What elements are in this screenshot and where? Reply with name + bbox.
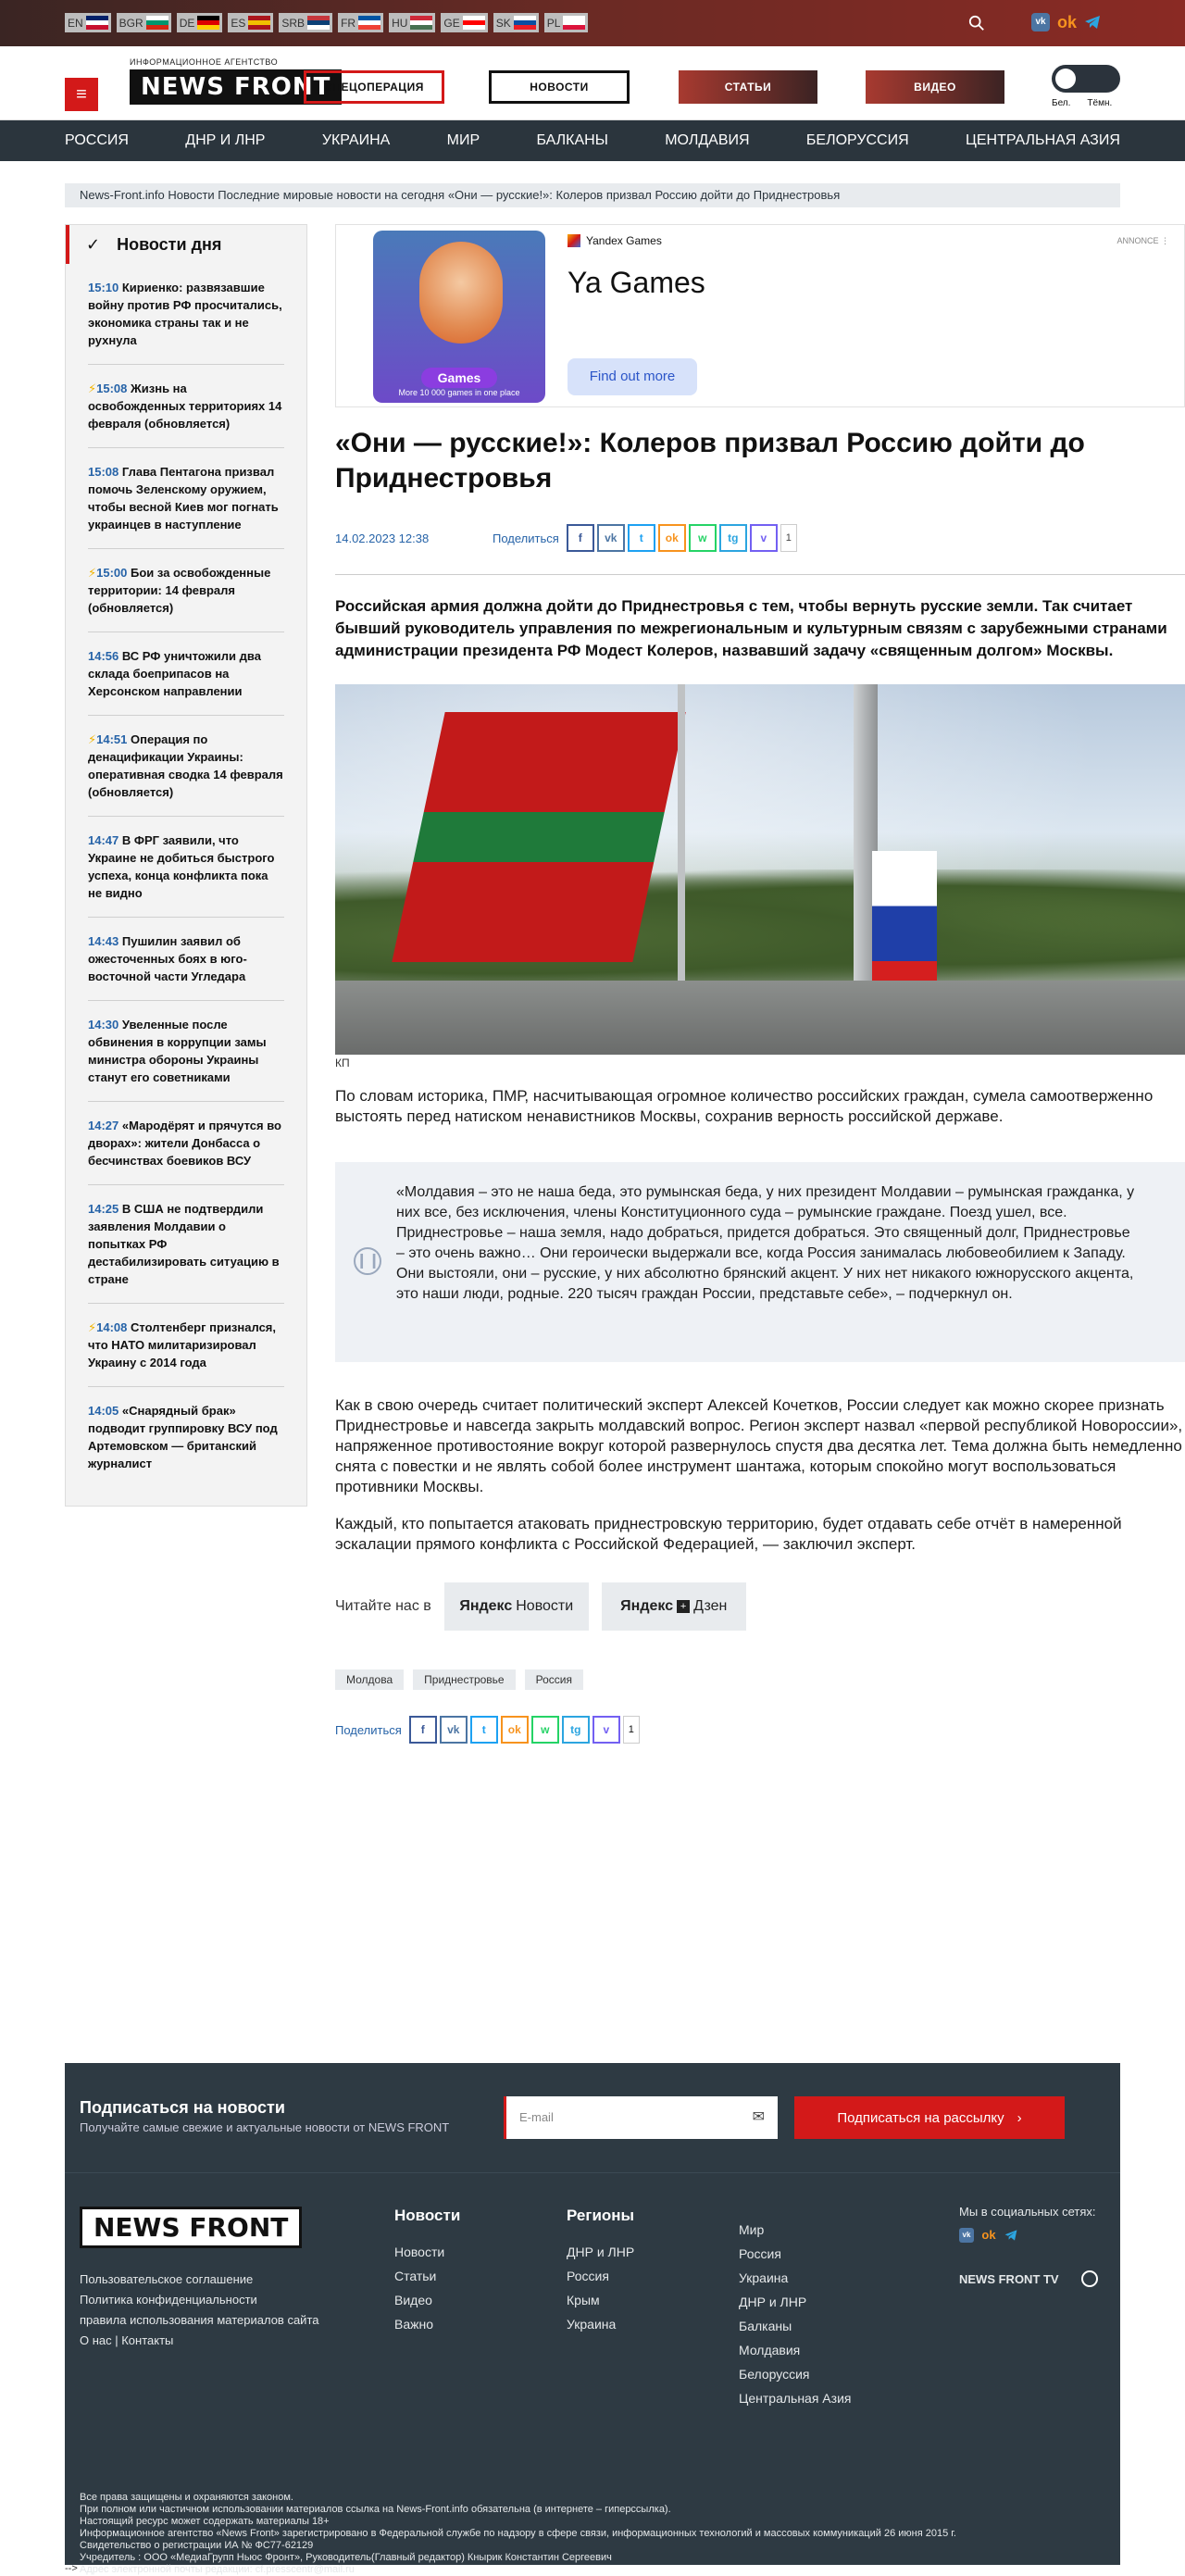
sidebar-news-item[interactable]	[88, 716, 284, 817]
footer-world-link[interactable]: Белоруссия	[739, 2367, 810, 2382]
news-time: 14:56	[88, 649, 119, 663]
ad-brand-name: Yandex Games	[586, 234, 662, 247]
menu-button[interactable]: ≡	[65, 78, 98, 111]
language-hu[interactable]	[389, 13, 435, 32]
subscribe-block	[65, 2063, 1120, 2174]
quote-text: «Молдавия – это не наша беда, это румынская беда, у них президент Молдавии – румынская гражданка, у них все, без исключения, члены Конституционного суда – румынские граждане. Поезд ушел, все. Приднестровье – наша земля, надо добраться, придется добраться. Это священный долг, Приднестровье – это очень важно… Они героически выдержали все, когда Россия занималась любовеобилием к Западу. Они выстояли, они – русские, у них абсолютно брянский акцент. У них нет никакого южнорусского акцента, это наши люди, родные. 220 тысяч граждан России, представьте себе», – подчеркнул он.	[396, 1184, 1135, 1302]
news-time: 15:08	[96, 381, 128, 395]
footer-social-icons	[959, 2228, 1098, 2243]
breadcrumb[interactable]: News-Front.info Новости Последние мировые новости на сегодня «Они — русские!»: Колеров призвал Россию дойти до Приднестровья	[65, 183, 1120, 207]
play-icon	[1081, 2270, 1098, 2287]
photo-caption: КП	[335, 1057, 350, 1069]
nav-moldova[interactable]: МОЛДАВИЯ	[665, 132, 750, 148]
language-sk[interactable]	[493, 13, 539, 32]
news-time: 14:27	[88, 1119, 119, 1132]
ad-annonce	[1116, 236, 1169, 246]
yandex-zen-button[interactable]	[602, 1582, 746, 1631]
footer-legal	[80, 2492, 956, 2576]
language-fr[interactable]	[338, 13, 383, 32]
news-time: 14:08	[96, 1320, 128, 1334]
article-paragraph-3: Каждый, кто попытается атаковать приднестровскую территорию, будет отдавать себе отчёт в намеренной эскалации прямого конфликта с Российской Федерацией, — заключил эксперт.	[335, 1515, 1122, 1553]
news-time: 14:51	[96, 732, 128, 746]
footer-col-news-title: Новости	[394, 2207, 461, 2224]
photo-ground	[335, 981, 1185, 1055]
footer-world-link[interactable]: Мир	[739, 2222, 765, 2237]
yandex-zen-bold: Яндекс	[620, 1598, 674, 1614]
footer-world-link[interactable]: Центральная Азия	[739, 2391, 852, 2406]
odnoklassniki-icon[interactable]: ok	[1057, 13, 1078, 31]
whatsapp-icon[interactable]: w	[689, 524, 717, 552]
news-headline: Столтенберг признался, что НАТО милитаризировал Украину с 2014 года	[88, 1320, 276, 1369]
subscribe-heading: Подписаться на новости	[80, 2098, 285, 2117]
news-front-tv-link[interactable]	[959, 2270, 1098, 2287]
news-headline: Бои за освобожденные территории: 14 февраля (обновляется)	[88, 566, 271, 615]
ad-annonce-label: ANNONCE	[1116, 236, 1159, 245]
language-list	[65, 13, 588, 32]
article-date: 14.02.2023 12:38	[335, 531, 430, 545]
language-bgr[interactable]	[117, 13, 171, 32]
more-icon[interactable]: ⋮	[1161, 236, 1169, 245]
news-headline: Пушилин заявил об ожесточенных боях в юго-восточной части Угледара	[88, 934, 247, 983]
sidebar-news-item[interactable]	[88, 549, 284, 632]
email-input[interactable]	[504, 2096, 778, 2139]
twitter-icon[interactable]: t	[470, 1716, 498, 1744]
footer-link-about[interactable]: О нас | Контакты	[80, 2333, 174, 2347]
share-buttons-bottom	[409, 1716, 640, 1744]
ad-banner[interactable]	[335, 224, 1185, 407]
language-code: PL	[546, 16, 561, 30]
language-en[interactable]	[65, 13, 111, 32]
news-headline: Кириенко: развязавшие войну против РФ просчитались, экономика страны так и не рухнула	[88, 281, 282, 347]
article-lead: Российская армия должна дойти до Приднестровья с тем, чтобы вернуть русские земли. Так считает бывший руководитель управления по межрегиональным и культурным связям с зарубежными странами администрации президента РФ Модест Колеров, назвавший задачу «священным долгом» Москвы.	[335, 597, 1167, 659]
sidebar-news-item[interactable]	[88, 632, 284, 716]
flag-icon	[146, 16, 168, 30]
footer-region-link[interactable]: Россия	[567, 2269, 609, 2283]
footer-region-link[interactable]: ДНР и ЛНР	[567, 2245, 635, 2259]
yandex-news-label: Новости	[516, 1598, 574, 1614]
flag-icon	[358, 16, 380, 30]
footer-news-link[interactable]: Статьи	[394, 2269, 437, 2283]
footer-col-world	[739, 2218, 851, 2410]
sidebar-news-item[interactable]	[88, 918, 284, 1001]
theme-light-label: Бел.	[1052, 98, 1071, 108]
flag-icon	[197, 16, 219, 30]
footer-col-regions-title: Регионы	[567, 2207, 635, 2224]
flag-icon	[410, 16, 432, 30]
language-code: DE	[179, 16, 195, 30]
language-code: EN	[68, 16, 83, 30]
language-code: FR	[341, 16, 356, 30]
news-button[interactable]: НОВОСТИ	[489, 70, 630, 104]
search-icon[interactable]	[968, 15, 985, 31]
ad-image-face	[419, 242, 503, 344]
yandex-news-button[interactable]	[444, 1582, 589, 1631]
sidebar-news-list	[66, 264, 306, 1506]
language-de[interactable]	[177, 13, 223, 32]
nav-ukraine[interactable]: УКРАИНА	[321, 132, 391, 148]
ad-cta-button[interactable]: Find out more	[568, 358, 697, 395]
language-code: SRB	[281, 16, 306, 30]
footer-link-terms[interactable]: Пользовательское соглашение	[80, 2272, 254, 2286]
telegram-icon[interactable]	[1083, 13, 1102, 31]
footer-logo[interactable]: NEWS FRONT	[80, 2207, 302, 2248]
article-photo	[335, 684, 1185, 1055]
sidebar-news-item[interactable]	[88, 1185, 284, 1304]
subscribe-button-label: Подписаться на рассылку	[837, 2109, 1004, 2126]
bottom-share	[335, 1716, 1185, 1744]
news-headline: «Мародёрят и прячутся во дворах»: жители Донбасса о бесчинствах боевиков ВСУ	[88, 1119, 281, 1168]
news-sidebar	[65, 224, 307, 1507]
nav-dnr-lnr[interactable]: ДНР И ЛНР	[185, 132, 266, 148]
sidebar-news-item[interactable]	[88, 1304, 284, 1387]
lightning-icon: ⚡	[88, 1320, 97, 1334]
quote-icon: ❙❙	[354, 1247, 381, 1275]
legal-line: Учредитель : ООО «МедиаГрупп Ньюс Фронт», Руководитель(Главный редактор) Кнырик Константин Сергеевич	[80, 2552, 612, 2563]
news-time: 14:43	[88, 934, 119, 948]
facebook-icon[interactable]: f	[567, 524, 594, 552]
main-nav	[0, 120, 1185, 161]
zen-icon: +	[677, 1600, 690, 1613]
tag-russia[interactable]: Россия	[525, 1669, 583, 1690]
share-count: 1	[780, 524, 797, 552]
language-srb[interactable]	[279, 13, 332, 32]
language-code: ES	[231, 16, 246, 30]
footer-news-link[interactable]: Новости	[394, 2245, 445, 2259]
legal-line: Все права защищены и охраняются законом.	[80, 2492, 293, 2503]
language-code: SK	[495, 16, 511, 30]
specop-button[interactable]: СПЕЦОПЕРАЦИЯ	[304, 70, 444, 104]
language-code: BGR	[118, 16, 143, 30]
yandex-games-icon	[568, 234, 580, 247]
share-label: Поделиться	[493, 531, 559, 545]
article-paragraph-1: По словам историка, ПМР, насчитывающая огромное количество российских граждан, сумела самоотверженно выстоять перед натиском ненавистников Москвы, сохранив верность российской державе.	[335, 1087, 1154, 1125]
ad-image[interactable]	[373, 231, 545, 403]
footer-social-label: Мы в социальных сетях:	[959, 2205, 1096, 2219]
video-button[interactable]: ВИДЕО	[866, 70, 1004, 104]
news-headline: «Снарядный брак» подводит группировку ВСУ под Артемовском — британский журналист	[88, 1404, 278, 1470]
language-code: GE	[443, 16, 460, 30]
yandex-news-bold: Яндекс	[459, 1598, 513, 1614]
odnoklassniki-icon[interactable]: ok	[501, 1716, 529, 1744]
footer-link-privacy[interactable]: Политика конфиденциальности	[80, 2293, 257, 2307]
site-header	[0, 46, 1185, 120]
share-count: 1	[623, 1716, 640, 1744]
footer-world-link[interactable]: Россия	[739, 2246, 781, 2261]
twitter-icon[interactable]: t	[628, 524, 655, 552]
site-footer	[65, 2172, 1120, 2575]
vk-icon[interactable]: vk	[1031, 13, 1050, 31]
news-headline: ВС РФ уничтожили два склада боеприпасов на Херсонском направлении	[88, 649, 261, 698]
flag-icon	[514, 16, 536, 30]
ad-image-sub: More 10 000 games in one place	[398, 388, 520, 397]
tag-pridnestrovie[interactable]: Приднестровье	[413, 1669, 515, 1690]
theme-dark-label: Тёмн.	[1087, 98, 1113, 108]
odnoklassniki-icon[interactable]: ok	[981, 2228, 996, 2242]
legal-line: Свидетельство о регистрации ИА № ФС77-62129	[80, 2540, 314, 2551]
subscribe-sub: Получайте самые свежие и актуальные новости от NEWS FRONT	[80, 2120, 450, 2134]
ad-image-label: Games	[421, 368, 497, 388]
ad-title: Ya Games	[568, 266, 705, 299]
subscribe-button[interactable]	[794, 2096, 1065, 2139]
news-time: 14:05	[88, 1404, 119, 1418]
footer-social	[959, 2205, 1098, 2287]
legal-line: Информационное агентство «News Front» зарегистрировано в Федеральной службе по надзору в сфере связи, информационных технологий и массовых коммуникаций 26 июня 2015 г.	[80, 2528, 956, 2539]
ad-brand	[568, 234, 662, 247]
footer-links	[80, 2270, 330, 2351]
theme-labels	[1052, 98, 1112, 108]
telegram-icon[interactable]: tg	[719, 524, 747, 552]
language-bar	[0, 0, 1185, 46]
news-headline: Жизнь на освобожденных территориях 14 февраля (обновляется)	[88, 381, 282, 431]
news-time: 14:47	[88, 833, 119, 847]
news-time: 15:10	[88, 281, 119, 294]
sidebar-news-item[interactable]	[88, 365, 284, 448]
read-us	[335, 1582, 1185, 1631]
odnoklassniki-icon[interactable]: ok	[658, 524, 686, 552]
legal-line: Адрес электронной почты редакции: cf.presscentr@mail.ru	[80, 2564, 355, 2575]
article-paragraph-2: Как в свою очередь считает политический эксперт Алексей Кочетков, России следует как можно скорее признать Приднестровье и навсегда закрыть молдавский вопрос. Регион эксперт назвал «первой республикой Новороссии», напряженное противостояние вокруг которой развернулось спустя два десятка лет. Тема должна быть немедленно снята с повестки и не являть собой более инструмент шантажа, которым спокойно могут воспользоваться противники Москвы.	[335, 1396, 1183, 1495]
share-buttons	[567, 524, 797, 552]
viber-icon[interactable]: v	[592, 1716, 620, 1744]
email-placeholder: E-mail	[519, 2110, 554, 2124]
share-label-bottom: Поделиться	[335, 1722, 402, 1737]
check-icon: ✓	[86, 234, 101, 254]
vk-icon[interactable]: vk	[440, 1716, 468, 1744]
viber-icon[interactable]: v	[750, 524, 778, 552]
yandex-zen-label: Дзен	[693, 1598, 728, 1614]
top-social-links	[1031, 13, 1102, 31]
news-headline: Увеленные после обвинения в коррупции замы министра обороны Украины станут его советниками	[88, 1018, 267, 1084]
news-time: 15:08	[88, 465, 119, 479]
footer-world-link[interactable]: Молдавия	[739, 2343, 801, 2357]
language-code: HU	[392, 16, 408, 30]
footer-news-link[interactable]: Важно	[394, 2317, 434, 2332]
logo-tagline: ИНФОРМАЦИОННОЕ АГЕНТСТВО	[130, 57, 279, 67]
sidebar-header	[66, 225, 306, 264]
theme-toggle[interactable]	[1052, 65, 1120, 93]
news-headline: В США не подтвердили заявления Молдавии о попытках РФ дестабилизировать ситуацию в стране	[88, 1202, 280, 1286]
news-headline: Операция по денацификации Украины: оперативная сводка 14 февраля (обновляется)	[88, 732, 283, 799]
chevron-right-icon: ›	[1017, 2109, 1022, 2126]
news-headline: В ФРГ заявили, что Украине не добиться быстрого успеха, конца конфликта пока не видно	[88, 833, 275, 900]
flag-icon	[248, 16, 270, 30]
footer-link-rules[interactable]: правила использования материалов сайта	[80, 2313, 319, 2327]
sidebar-news-item[interactable]	[88, 1387, 284, 1487]
legal-line: Настоящий ресурс может содержать материалы 18+	[80, 2516, 330, 2527]
logo-text: NEWS FRONT	[130, 69, 342, 105]
footer-col-regions	[567, 2207, 634, 2336]
sidebar-news-item[interactable]	[88, 264, 284, 365]
nav-central-asia[interactable]: ЦЕНТРАЛЬНАЯ АЗИЯ	[966, 132, 1120, 148]
flag-icon	[86, 16, 108, 30]
footer-col-news	[394, 2207, 460, 2336]
vk-icon[interactable]: vk	[597, 524, 625, 552]
mail-icon: ✉	[752, 2109, 765, 2125]
news-time: 14:25	[88, 1202, 119, 1216]
nav-belarus[interactable]: БЕЛОРУССИЯ	[805, 132, 909, 148]
flag-icon	[307, 16, 330, 30]
sidebar-news-item[interactable]	[88, 1102, 284, 1185]
news-time: 14:30	[88, 1018, 119, 1032]
page-tail-text: -->	[65, 2563, 78, 2574]
vk-icon[interactable]: vk	[959, 2228, 974, 2243]
legal-line: При полном или частичном использовании материалов ссылка на News-Front.info обязательна (в интернете – гиперссылка).	[80, 2504, 671, 2515]
news-headline: Глава Пентагона призвал помочь Зеленскому оружием, чтобы весной Киев мог погнать украинцев в наступление	[88, 465, 279, 531]
footer-region-link[interactable]: Крым	[567, 2293, 600, 2307]
flag-icon	[563, 16, 585, 30]
sidebar-news-item[interactable]	[88, 448, 284, 549]
footer-world-link[interactable]: ДНР и ЛНР	[739, 2295, 807, 2309]
lightning-icon: ⚡	[88, 381, 97, 395]
telegram-icon[interactable]: tg	[562, 1716, 590, 1744]
nav-russia[interactable]: РОССИЯ	[65, 132, 129, 148]
footer-world-link[interactable]: Украина	[739, 2270, 789, 2285]
read-us-label: Читайте нас в	[335, 1598, 431, 1614]
flag-icon	[463, 16, 485, 30]
language-pl[interactable]	[544, 13, 589, 32]
sidebar-news-item[interactable]	[88, 817, 284, 918]
footer-world-link[interactable]: Балканы	[739, 2319, 792, 2333]
articles-button[interactable]: СТАТЬИ	[679, 70, 817, 104]
telegram-icon[interactable]	[1004, 2228, 1018, 2243]
footer-news-link[interactable]: Видео	[394, 2293, 432, 2307]
whatsapp-icon[interactable]: w	[531, 1716, 559, 1744]
tag-moldova[interactable]: Молдова	[335, 1669, 404, 1690]
footer-region-link[interactable]: Украина	[567, 2317, 617, 2332]
sidebar-news-item[interactable]	[88, 1001, 284, 1102]
article-tags	[335, 1669, 1185, 1690]
language-es[interactable]	[228, 13, 273, 32]
nav-world[interactable]: МИР	[446, 132, 480, 148]
facebook-icon[interactable]: f	[409, 1716, 437, 1744]
lightning-icon: ⚡	[88, 566, 97, 580]
article-title: «Они — русские!»: Колеров призвал Россию дойти до Приднестровья	[335, 428, 1085, 494]
nav-balkans[interactable]: БАЛКАНЫ	[536, 132, 608, 148]
sidebar-title: Новости дня	[117, 234, 222, 254]
language-ge[interactable]	[441, 13, 487, 32]
news-time: 15:00	[96, 566, 128, 580]
article-quote	[335, 1162, 1185, 1362]
lightning-icon: ⚡	[88, 732, 97, 746]
article-meta	[335, 522, 1185, 575]
tv-label: NEWS FRONT TV	[959, 2271, 1059, 2286]
article-main	[335, 224, 1185, 1744]
